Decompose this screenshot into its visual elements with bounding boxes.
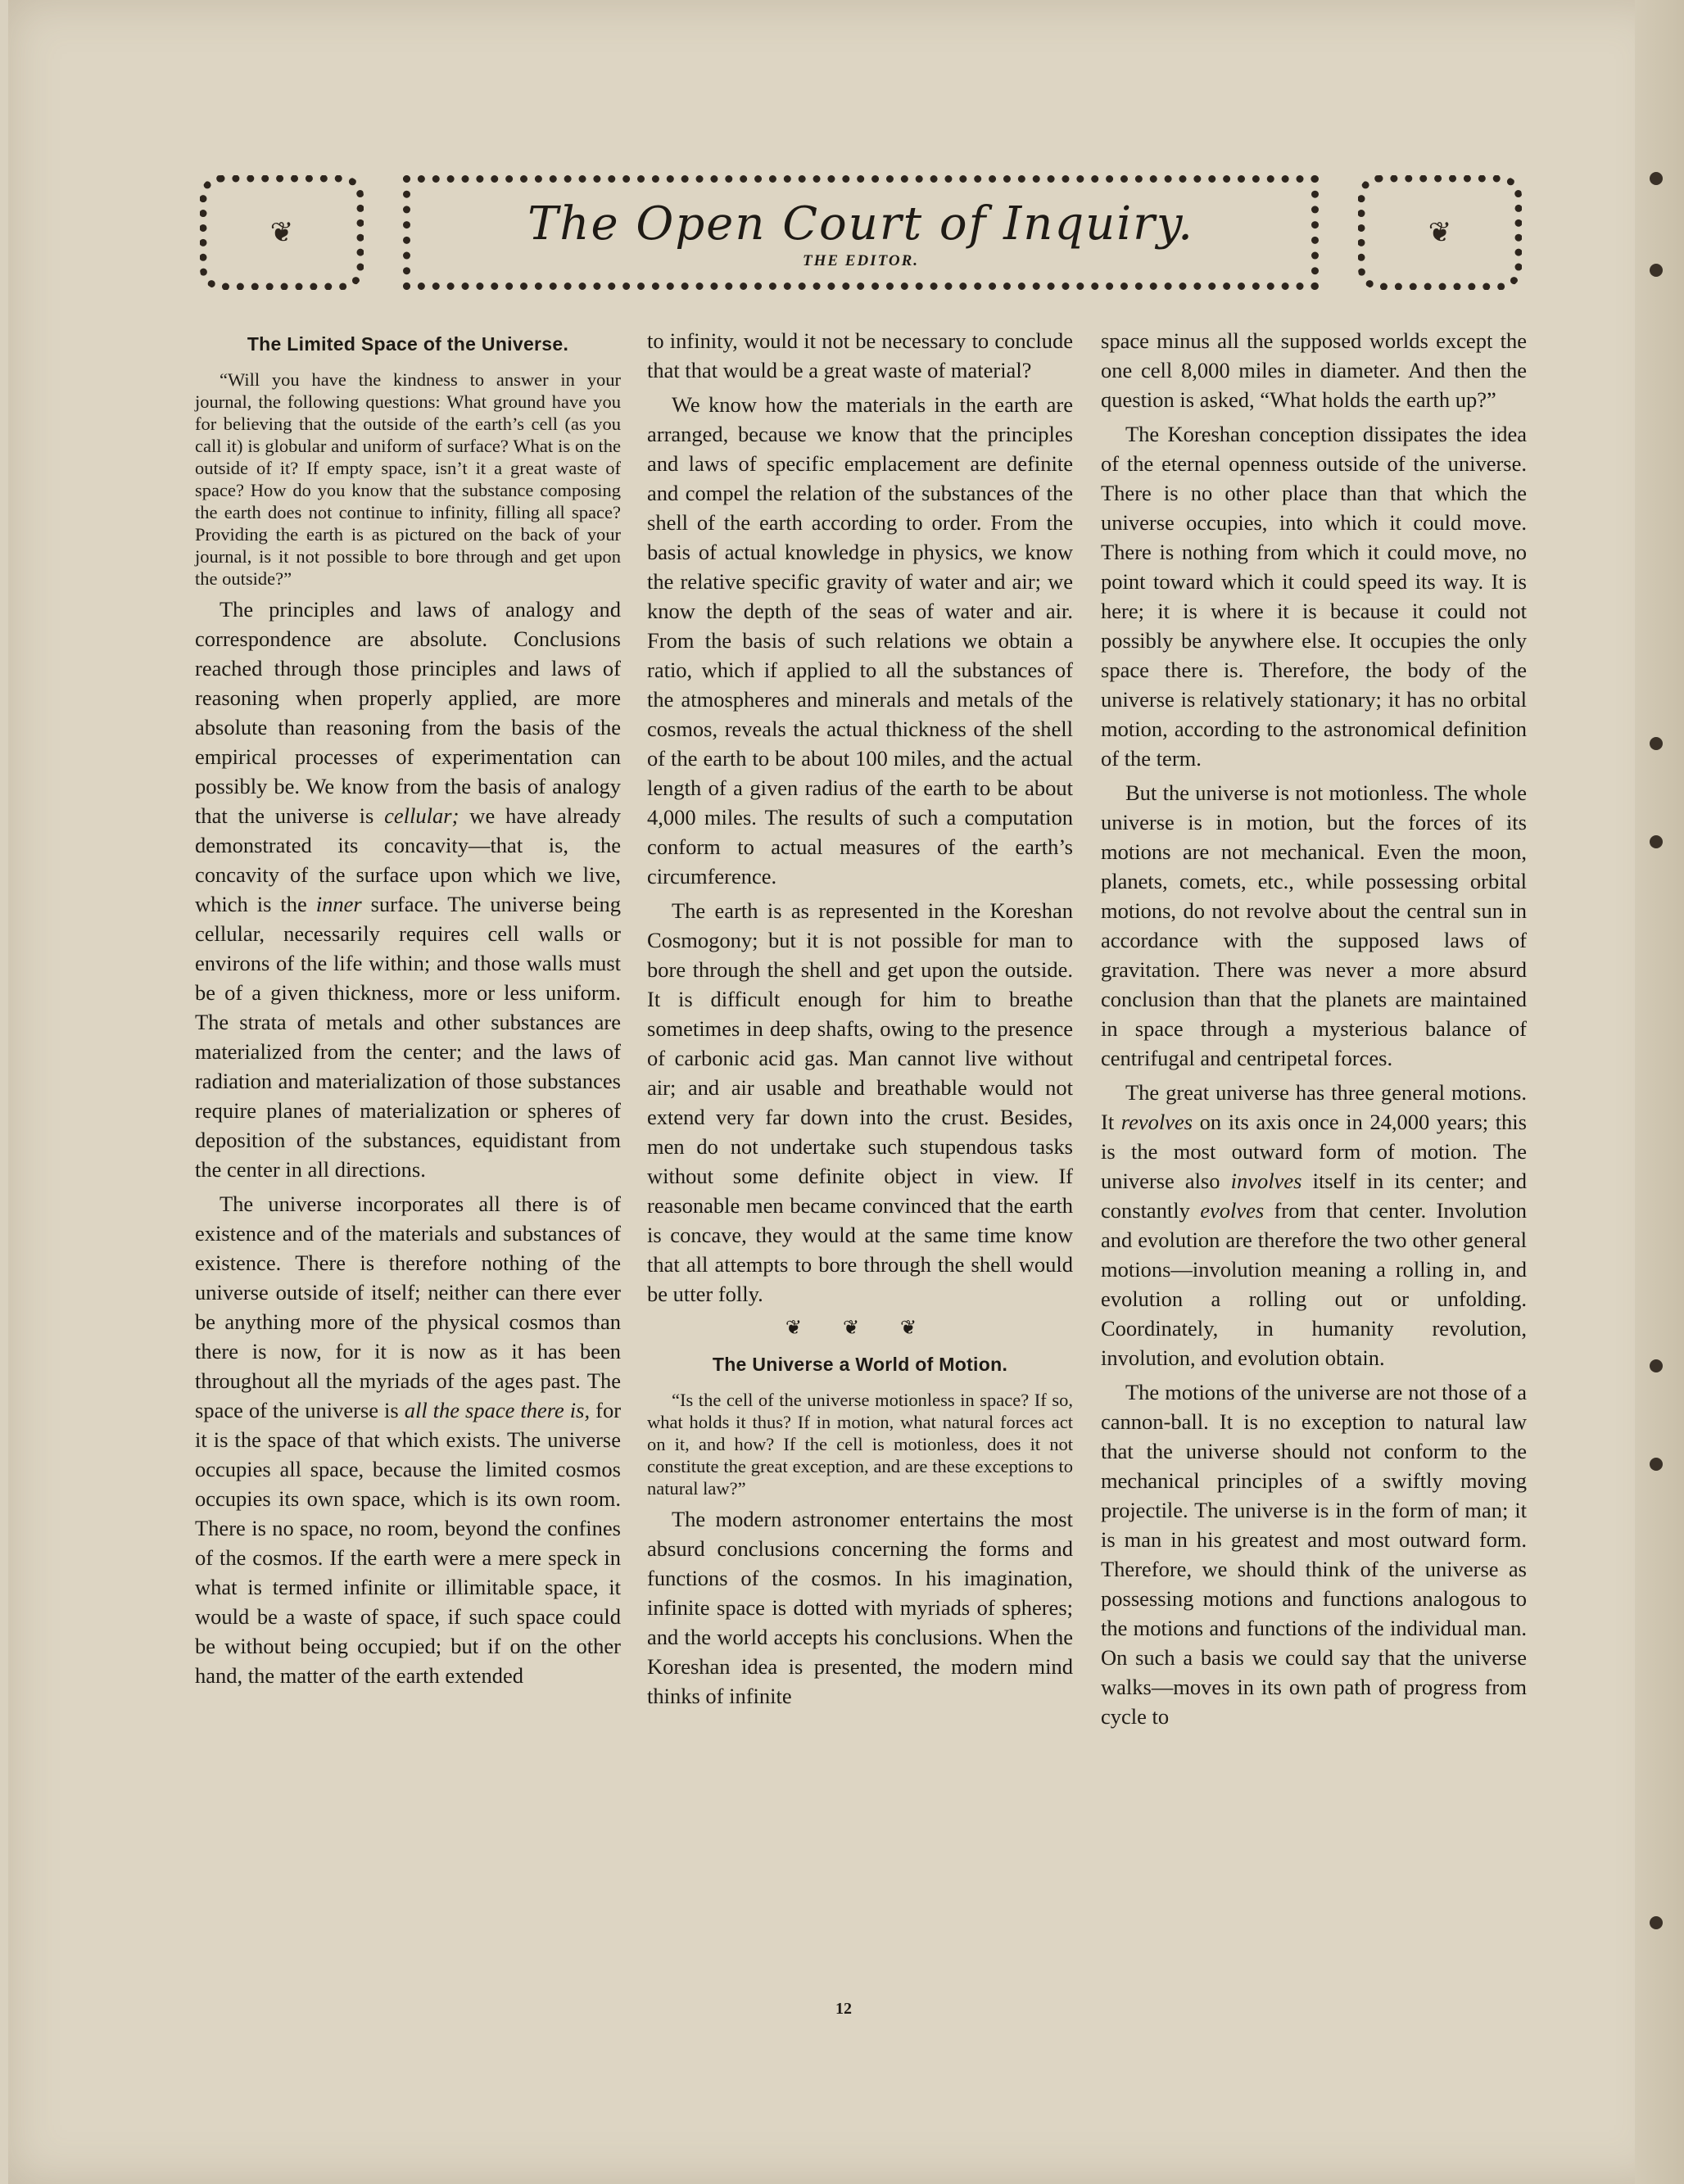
binding-hole [1650, 835, 1663, 848]
binding-hole [1650, 737, 1663, 750]
masthead [200, 172, 1522, 295]
paragraph: The great universe has three general motions. It revolves on its axis once in 24,000 years; this is the most outward form of motion. The universe also involves itself in its center; and constantly evolves from that center. Involution and evolution are therefore the two other general motions—involution meaning a rolling in, and evolution a rolling out or unfolding. Coordinately, in humanity revolution, involution, and evolution obtain. [1101, 1080, 1527, 1370]
paragraph: The Koreshan conception dissipates the idea of the eternal openness outside of the universe. There is no other place than that which the universe occupies, into which it could move. There is nothing from which it could move, no point toward which it could speed its way. It is here; it is where it is because it could not possibly be anywhere else. It occupies the only space there is. Therefore, the body of the universe is relatively stationary; it has no orbital motion, according to the astronomical definition of the term. [1101, 422, 1527, 771]
page-edge [1635, 0, 1684, 2184]
paragraph: The earth is as represented in the Koreshan Cosmogony; but it is not possible for man to bore through the shell and get upon the outside. It is difficult enough for him to breathe sometimes in deep shafts, owing to the presence of carbonic acid gas. Man cannot live without air; and air usable and breathable would not extend very far down into the crust. Besides, men do not undertake such stupendous tasks without some definite object in view. If reasonable men became convinced that the earth is concave, they would at the same time know that all attempts to bore through the shell would be utter folly. [647, 898, 1073, 1306]
column-2 [647, 326, 1073, 1716]
left-ornament-frame [200, 175, 364, 290]
reader-question: “Is the cell of the universe motionless in space? If so, what holds it thus? If in motion, what natural forces act on it, and how? If the cell is motionless, does it not constitute the great exception, and are these exceptions to natural law?” [647, 1390, 1073, 1499]
paragraph: to infinity, would it not be necessary to conclude that that would be a great waste of material? [647, 328, 1073, 382]
paragraph: We know how the materials in the earth are arranged, because we know that the principles and laws of specific emplacement are definite and compel the relation of the substances of the shell of the earth according to order. From the basis of actual knowledge in physics, we know the relative specific gravity of water and air; we know the depth of the seas of water and air. From the basis of such relations we obtain a ratio, which if applied to all the substances of the atmospheres and minerals and metals of the cosmos, reveals the actual thickness of the shell of the earth to be about 100 miles, and the actual length of a given radius of the earth to be about 4,000 miles. The results of such a computation conform to actual measures of the earth’s circumference. [647, 392, 1073, 889]
binding-hole [1650, 1458, 1663, 1471]
page-title: The Open Court of Inquiry. [527, 197, 1194, 251]
column-1 [195, 326, 621, 1695]
fleuron-icon: ❦ [1428, 218, 1452, 248]
reader-question: “Will you have the kindness to answer in your journal, the following questions: What ground have you for believing that the outside of the earth’s cell (as you call it) is globular and uniform of surface? What is on the outside of it? If empty space, isn’t it a great waste of space? How do you know that the substance composing the earth does not continue to infinity, filling all space? Providing the earth is as pictured on the back of your journal, is it not possible to bore through and get upon the outside?” [195, 369, 621, 589]
fleuron-icon: ❦ [269, 218, 294, 248]
paragraph: The motions of the universe are not those of a cannon-ball. It is no exception to natural law that the universe should not conform to the mechanical principles of a swiftly moving projectile. The universe is in the form of man; it is man in his greatest and most outward form. Therefore, we should think of the universe as possessing motions and functions analogous to the motions and functions of the individual man. On such a basis we could say that the universe walks—moves in its own path of progress from cycle to [1101, 1380, 1527, 1729]
column-3 [1101, 326, 1527, 1736]
section-heading: The Limited Space of the Universe. [247, 333, 569, 355]
paragraph: The universe incorporates all there is of existence and of the materials and substances of existence. There is therefore nothing of the universe outside of itself; neither can there ever be anything more of the physical cosmos than there is now, for it is now as it has been throughout all the myriads of the ages past. The space of the universe is all the space there is, for it is the space of that which exists. The universe occupies all space, because the limited cosmos occupies its own space, which is its own room. There is no space, no room, beyond the confines of the cosmos. If the earth were a mere speck in what is termed infinite or illimitable space, it would be a waste of space, if such space could be without being occupied; but if on the other hand, the matter of the earth extended [195, 1191, 622, 1688]
title-frame [403, 175, 1319, 290]
binding-hole [1650, 264, 1663, 277]
binding-hole [1650, 172, 1663, 185]
paragraph: The modern astronomer entertains the most absurd conclusions concerning the forms and functions of the cosmos. In his imagination, infinite space is dotted with myriads of spheres; and the world accepts his conclusions. When the Koreshan idea is presented, the modern mind thinks of infinite [647, 1507, 1073, 1708]
paragraph: The principles and laws of analogy and correspondence are absolute. Conclusions reached through those principles and laws of reasoning when properly applied, are more absolute than reasoning from the basis of the empirical processes of experimentation can possibly be. We know from the basis of analogy that the universe is cellular; we have already demonstrated its concavity—that is, the concavity of the surface upon which we live, which is the inner surface. The universe being cellular, necessarily requires cell walls or environs of the life within; and those walls must be of a given thickness, more or less uniform. The strata of metals and other substances are materialized from the center; and the laws of radiation and materialization of those substances require planes of materialization or spheres of deposition of the substances, equidistant from the center in all directions. [195, 597, 622, 1182]
page-number: 12 [835, 2000, 852, 2018]
byline: THE EDITOR. [802, 252, 919, 269]
section-divider: ❦ ❦ ❦ [785, 1318, 935, 1339]
binding-hole [1650, 1916, 1663, 1929]
paragraph: But the universe is not motionless. The whole universe is in motion, but the forces of its motions are not mechanical. Even the moon, planets, comets, etc., while possessing orbital motions, do not revolve about the central sun in accordance with the supposed laws of gravitation. There was never a more absurd conclusion than that the planets are maintained in space through a mysterious balance of centrifugal and centripetal forces. [1101, 780, 1527, 1070]
paragraph: space minus all the supposed worlds except the one cell 8,000 miles in diameter. And then the question is asked, “What holds the earth up?” [1101, 328, 1527, 412]
right-ornament-frame [1358, 175, 1522, 290]
section-heading: The Universe a World of Motion. [712, 1354, 1008, 1375]
binding-hole [1650, 1359, 1663, 1372]
